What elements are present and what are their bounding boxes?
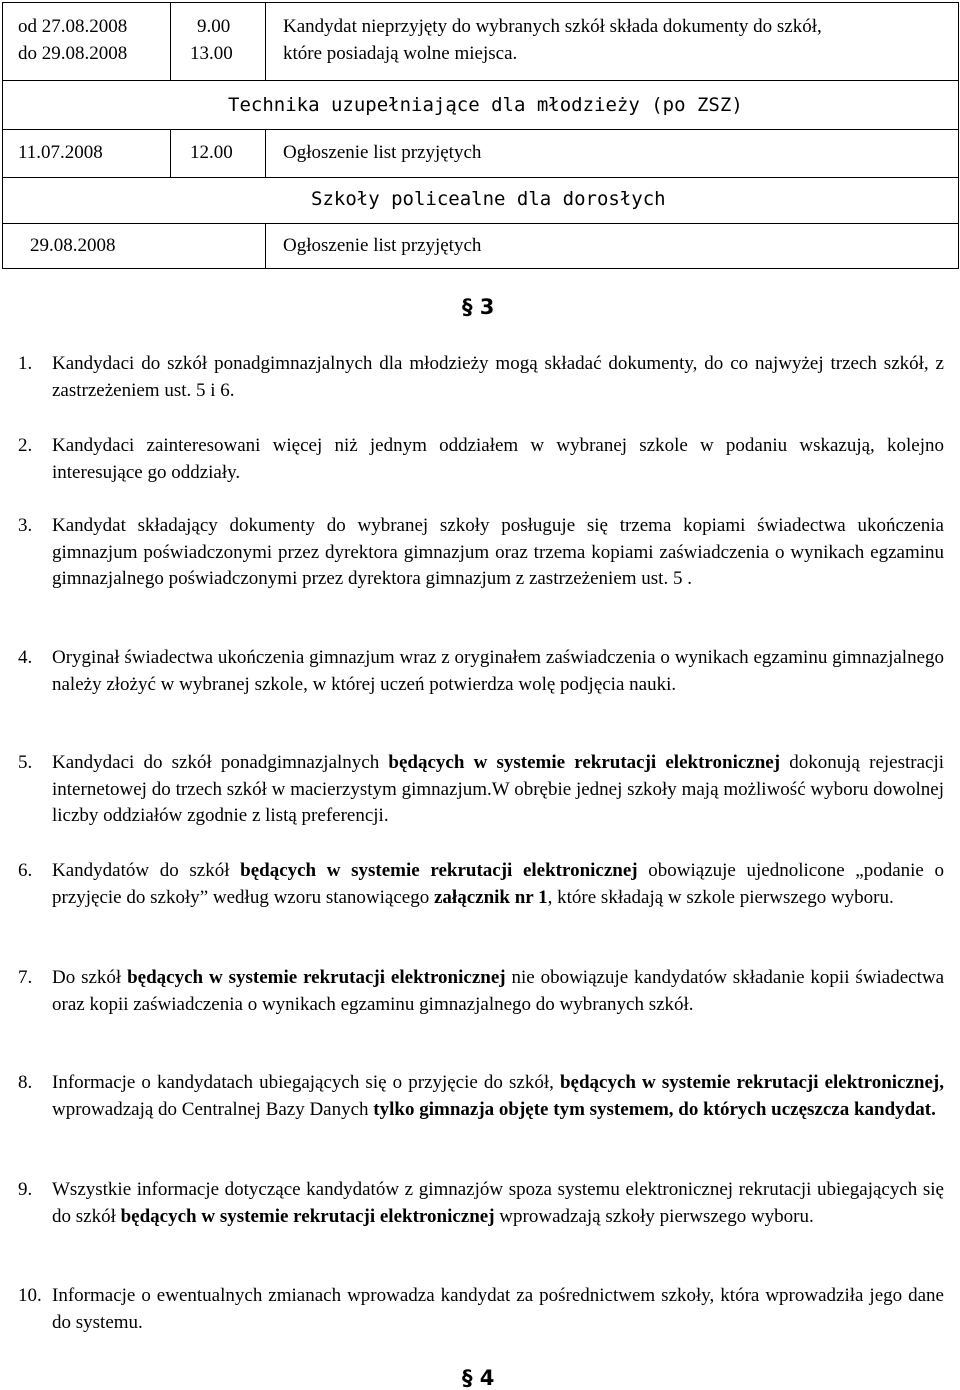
list-item-number: 8. [18,1072,33,1093]
text: , które składają w szkole pierwszego wyboru. [547,886,894,908]
text: Wszystkie informacje dotyczące kandydatów z gimnazjów spoza systemu elektronicznej rekrutacji ubiegających się do szkół [52,1179,944,1227]
paragraph-mark-3: § 3 [462,295,495,319]
list-item-text [52,750,944,830]
bold-text: będących w systemie rekrutacji elektronicznej [240,860,638,881]
text: obowiązuje ujednolicone „podanie o przyjęcie do szkoły” według wzoru stanowiącego [52,860,945,908]
list-item-number: 1. [18,353,33,374]
list-item-number: 7. [18,967,33,988]
list-item-number: 5. [18,752,33,773]
text: Informacje o kandydatach ubiegających się o przyjęcie do szkół, [52,1072,560,1093]
list-item [18,1070,944,1123]
list-item-number: 9. [18,1179,33,1200]
list-item-number: 4. [18,647,33,668]
list-item-number: 3. [18,515,33,536]
section-heading-policealne: Szkoły policealne dla dorosłych [311,188,666,210]
technika-text: Ogłoszenie list przyjętych [283,142,482,163]
bold-text: będących w systemie rekrutacji elektronicznej [388,752,781,773]
section-heading-technika: Technika uzupełniające dla młodzieży (po ZSZ) [228,94,743,116]
list-item [18,351,944,404]
text: nie obowiązuje kandydatów składanie kopii świadectwa oraz kopii zaświadczenia o wynikach egzaminu gimnazjalnego do wybranych szkół. [52,967,945,1015]
text: wprowadzają do Centralnej Bazy Danych [52,1098,374,1120]
list-item-text [52,1070,944,1123]
bold-text: będących w systemie rekrutacji elektronicznej, [559,1072,944,1093]
text: dokonują rejestracji internetowej do trzech szkół w macierzystym gimnazjum.W obrębie jednej szkoły mają możliwość wyboru dowolnej liczby oddziałów zgodnie z listą preferencji. [52,752,945,826]
text: Kandydat składający dokumenty do wybranej szkoły posługuje się trzema kopiami świadectwa ukończenia gimnazjum poświadczonymi przez dyrektora gimnazjum oraz trzema kopiami zaświadczenia o wynikach egzaminu gimnazjalnego poświadczonymi przez dyrektora gimnazjum z zastrzeżeniem ust. 5 . [52,515,944,589]
time-from: 9.00 [197,16,231,37]
policealne-text: Ogłoszenie list przyjętych [283,235,482,256]
paragraph-mark-4: § 4 [462,1366,495,1390]
text: Kandydaci do szkół ponadgimnazjalnych [52,752,389,773]
list-item [18,1177,944,1230]
policealne-date: 29.08.2008 [30,235,116,256]
text: Kandydatów do szkół [52,860,241,881]
list-item [18,645,944,698]
text: Kandydaci do szkół ponadgimnazjalnych dla młodzieży mogą składać dokumenty, do co najwyżej trzech szkół, z zastrzeżeniem ust. 5 i 6. [52,353,944,401]
bold-text: będących w systemie rekrutacji elektronicznej [120,1205,495,1227]
list-item [18,513,944,593]
text: wprowadzają szkoły pierwszego wyboru. [494,1205,814,1227]
list-item [18,1283,944,1336]
bold-text: tylko gimnazja objęte tym systemem, do których uczęszcza kandydat. [373,1098,936,1120]
technika-time: 12.00 [190,142,233,163]
list-item-number: 10. [18,1285,42,1306]
list-item-text [52,513,944,593]
time-to: 13.00 [190,43,233,64]
list-item-text [52,645,944,698]
list-item-number: 2. [18,435,33,456]
text: Kandydaci zainteresowani więcej niż jednym oddziałem w wybranej szkole w podaniu wskazują, kolejno interesujące go oddziały. [52,435,944,483]
schedule-description-line2: które posiadają wolne miejsca. [283,43,518,64]
list-item-number: 6. [18,860,33,881]
date-to: do 29.08.2008 [18,43,128,64]
list-item [18,433,944,486]
list-item-text [52,965,944,1018]
list-item [18,750,944,830]
date-from: od 27.08.2008 [18,16,128,37]
technika-date: 11.07.2008 [18,142,103,163]
text: Informacje o ewentualnych zmianach wprowadza kandydat za pośrednictwem szkoły, która wprowadziła jego dane do systemu. [52,1285,944,1333]
list-item [18,965,944,1018]
text: Oryginał świadectwa ukończenia gimnazjum wraz z oryginałem zaświadczenia o wynikach egzaminu gimnazjalnego należy złożyć w wybranej szkole, w której uczeń potwierdza wolę podjęcia nauki. [52,647,944,695]
bold-text: załącznik nr 1 [433,886,548,908]
list-item-text [52,433,944,486]
table-border-mid [2,80,958,81]
list-item-text [52,1177,944,1230]
list-item-text [52,1283,944,1336]
text: Do szkół [52,967,128,988]
table-border-top [2,2,958,3]
schedule-description-line1: Kandydat nieprzyjęty do wybranych szkół składa dokumenty do szkół, [283,16,822,37]
list-item-text [52,351,944,404]
list-item-text [52,858,944,911]
list-item [18,858,944,911]
bold-text: będących w systemie rekrutacji elektronicznej [127,967,506,988]
